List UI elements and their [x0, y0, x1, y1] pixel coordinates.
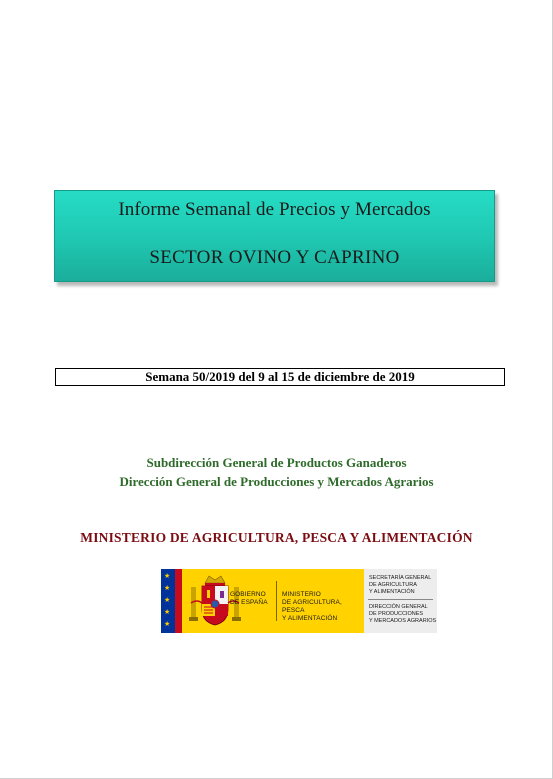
week-label: Semana 50/2019 del 9 al 15 de diciembre de 2019	[55, 368, 505, 386]
ministry-title: MINISTERIO DE AGRICULTURA, PESCA Y ALIMENTACIÓN	[80, 530, 473, 545]
direccion-label: DIRECCIÓN GENERAL DE PRODUCCIONES Y MERCADOS AGRARIOS	[369, 604, 437, 624]
report-title: Informe Semanal de Precios y Mercados	[118, 199, 431, 220]
subdirection-line: Subdirección General de Productos Ganaderos	[146, 455, 407, 470]
spain-flag-stripe	[175, 569, 182, 633]
title-banner	[54, 190, 495, 282]
sector-title: SECTOR OVINO Y CAPRINO	[149, 247, 400, 268]
gobierno-de-espana-label: GOBIERNO DE ESPAÑA	[230, 591, 268, 606]
logo-gray-divider	[368, 599, 433, 600]
logo-divider	[276, 581, 277, 621]
logo-yellow-panel	[182, 569, 364, 633]
government-logo	[161, 569, 437, 633]
direction-general-line: Dirección General de Producciones y Mercados Agrarios	[119, 474, 434, 489]
secretaria-label: SECRETARÍA GENERAL DE AGRICULTURA Y ALIMENTACIÓN	[369, 575, 432, 595]
eu-flag-icon: ★ ★ ★ ★ ★	[161, 569, 175, 633]
ministerio-label: MINISTERIO DE AGRICULTURA, PESCA Y ALIMENTACIÓN	[282, 591, 342, 622]
logo-gray-panel	[364, 569, 437, 633]
